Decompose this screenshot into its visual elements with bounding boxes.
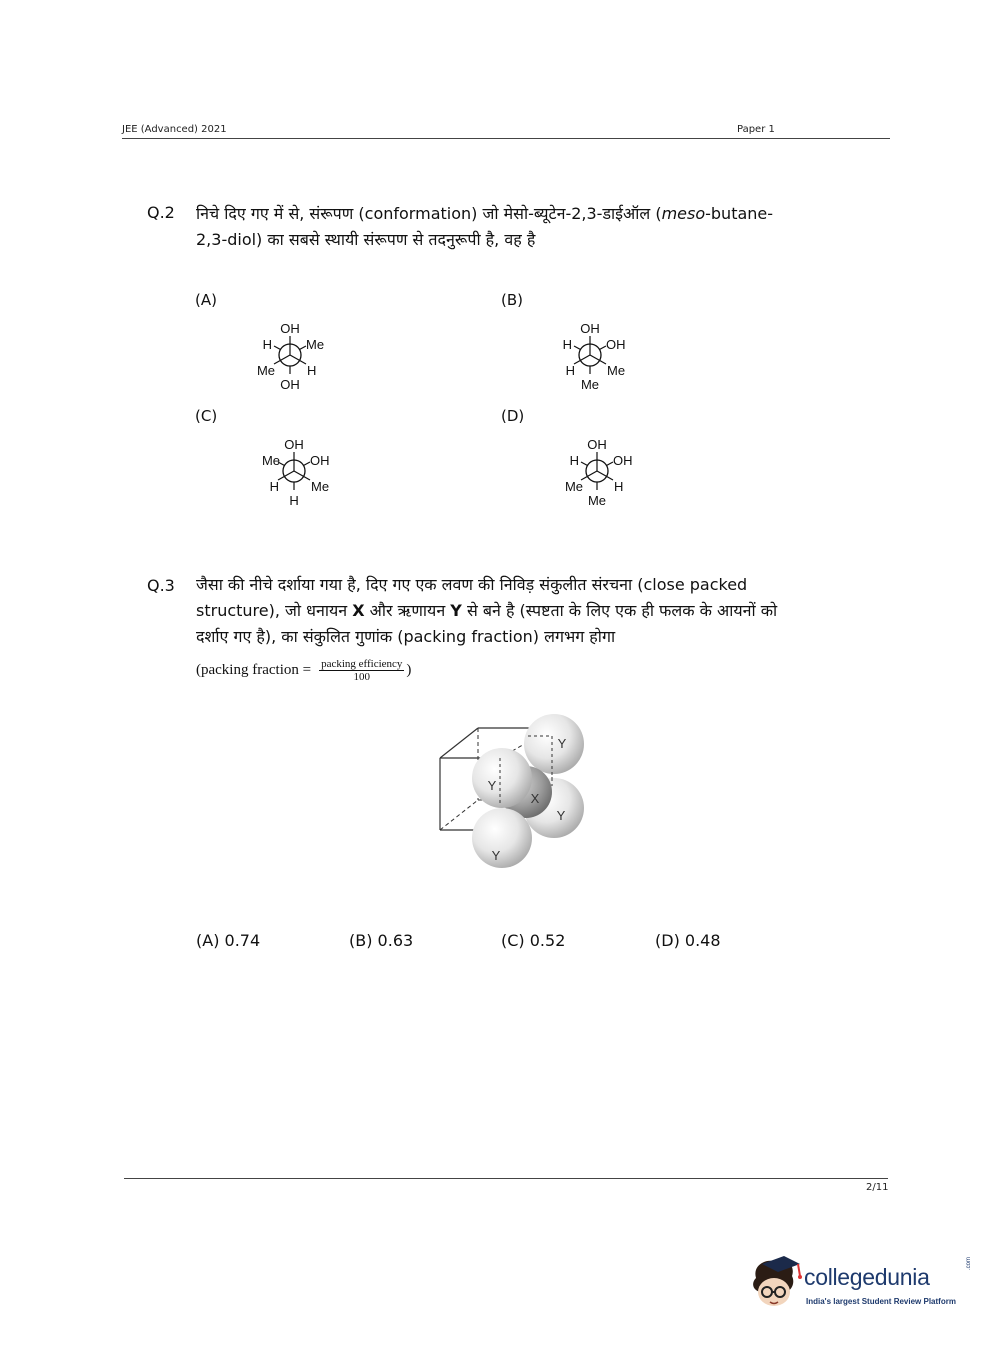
formula-lhs: (packing fraction =: [196, 661, 312, 678]
brand-suffix-text: .com: [966, 1256, 972, 1270]
q3-line2-pre: structure), जो धनायन: [196, 601, 353, 620]
d-lower-right: H: [614, 479, 624, 494]
b-top: OH: [580, 321, 600, 336]
q3-option-b[interactable]: (B) 0.63: [349, 931, 414, 950]
a-lower-right: H: [307, 363, 317, 378]
c-lower-right: Me: [311, 479, 330, 494]
q3-option-c[interactable]: (C) 0.52: [501, 931, 566, 950]
b-upper-right: OH: [606, 337, 626, 352]
q2-text-post: -butane-: [705, 204, 774, 223]
newman-projection-c: [244, 434, 344, 514]
q3-cation: X: [352, 601, 365, 620]
q2-text-line2: 2,3-diol) का सबसे स्थायी संरूपण से तदनुरूपी है, वह है: [196, 230, 536, 249]
packing-fraction-formula: [196, 652, 411, 688]
a-bottom: OH: [280, 377, 300, 392]
q2-option-c-label: (C): [195, 407, 218, 425]
q2-text-pre: निचे दिए गए में से, संरूपण (conformation) जो मेसो-ब्यूटेन-2,3-डाईऑल (: [196, 204, 662, 223]
label-y-bottom: Y: [491, 848, 501, 863]
page-number: 2/11: [866, 1182, 889, 1193]
c-bottom: H: [289, 493, 299, 508]
c-upper-right: OH: [310, 453, 330, 468]
formula-numerator: packing efficiency: [321, 657, 403, 670]
a-lower-left: Me: [256, 363, 275, 378]
q3-option-d[interactable]: (D) 0.48: [655, 931, 721, 950]
c-top: OH: [284, 437, 304, 452]
header-exam-title: JEE (Advanced) 2021: [122, 124, 227, 135]
header-paper: Paper 1: [737, 124, 775, 135]
d-lower-left: Me: [564, 479, 583, 494]
formula-close: ): [406, 661, 412, 678]
newman-projection-a: [240, 318, 340, 398]
anion-sphere-top-right: [524, 714, 584, 774]
q2-option-b-label: (B): [501, 291, 523, 309]
d-upper-right: OH: [613, 453, 633, 468]
q2-text: [196, 201, 836, 253]
close-packed-structure-figure: [430, 708, 600, 878]
q3-line1: जैसा की नीचे दर्शाया गया है, दिए गए एक लवण की निविड़ संकुलीत संरचना (close packed: [196, 575, 748, 594]
d-top: OH: [587, 437, 607, 452]
newman-projection-b: [540, 318, 640, 398]
q3-line3: दर्शाए गए है), का संकुलित गुणांक (packing fraction) लगभग होगा: [196, 627, 616, 646]
a-upper-left: H: [262, 337, 272, 352]
brand-suffix: [962, 1256, 972, 1270]
q3-line2-post: से बने है (स्पष्टता के लिए एक ही फलक के आयनों को: [461, 601, 778, 620]
c-upper-left: Me: [261, 453, 280, 468]
q3-option-a[interactable]: (A) 0.74: [196, 931, 261, 950]
b-lower-left: H: [565, 363, 575, 378]
b-bottom: Me: [580, 377, 600, 392]
anion-sphere-bottom: [472, 808, 532, 868]
anion-sphere-front: [472, 748, 532, 808]
q2-text-italic: meso: [661, 204, 706, 223]
label-y-top: Y: [557, 736, 567, 751]
a-upper-right: Me: [306, 337, 325, 352]
q3-anion: Y: [450, 601, 462, 620]
q3-number: Q.3: [147, 576, 175, 595]
d-upper-left: H: [569, 453, 579, 468]
q3-text: [196, 572, 856, 650]
label-y-right: Y: [556, 808, 566, 823]
q2-option-d-label: (D): [501, 407, 525, 425]
q2-number: Q.2: [147, 203, 175, 222]
label-y-front: Y: [487, 778, 497, 793]
label-x-center: X: [530, 791, 540, 806]
a-top: OH: [280, 321, 300, 336]
q3-line2-mid: और ऋणायन: [364, 601, 451, 620]
q2-option-a-label: (A): [195, 291, 217, 309]
formula-denominator: 100: [353, 670, 370, 683]
b-lower-right: Me: [607, 363, 626, 378]
collegedunia-mascot-logo: [742, 1250, 804, 1312]
newman-projection-d: [547, 434, 647, 514]
d-bottom: Me: [587, 493, 607, 508]
b-upper-left: H: [562, 337, 572, 352]
footer-rule: [124, 1178, 888, 1179]
brand-tagline: India's largest Student Review Platform: [806, 1297, 956, 1306]
brand-name: collegedunia: [804, 1264, 930, 1290]
header-rule: [122, 138, 890, 139]
c-lower-left: H: [269, 479, 279, 494]
